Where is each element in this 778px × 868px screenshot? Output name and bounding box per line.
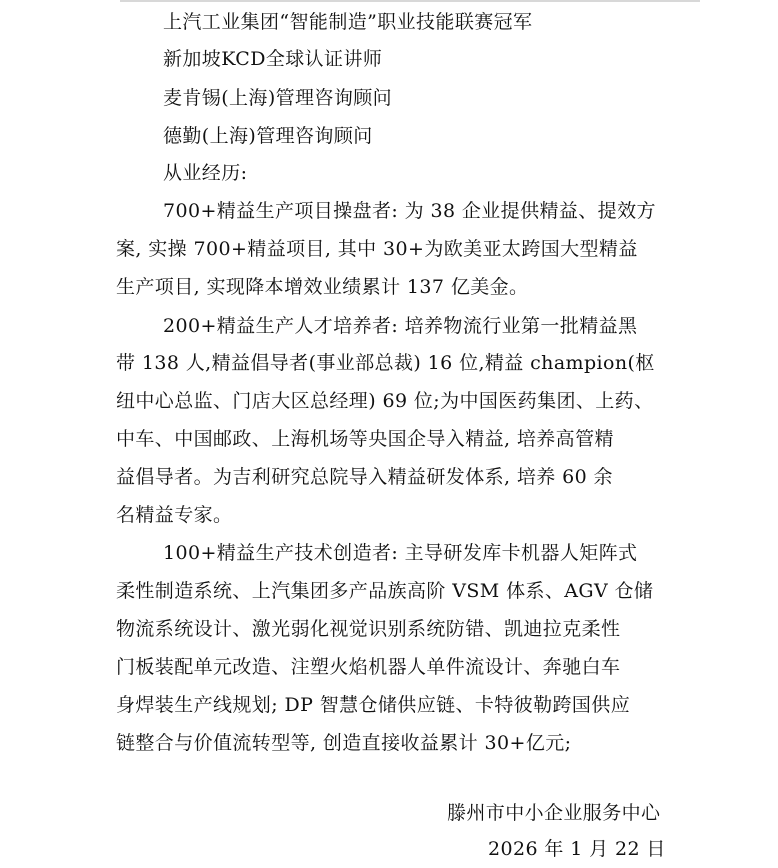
paragraph-line: 纽中心总监、门店大区总经理) 69 位;为中国医药集团、上药、 <box>116 390 654 412</box>
paragraph-line: 带 138 人,精益倡导者(事业部总裁) 16 位,精益 champion(枢 <box>116 352 655 374</box>
signature-date: 2026 年 1 月 22 日 <box>488 838 666 860</box>
paragraph-line: 门板装配单元改造、注塑火焰机器人单件流设计、奔驰白车 <box>116 656 621 678</box>
paragraph-line: 生产项目, 实现降本增效业绩累计 137 亿美金。 <box>116 276 529 298</box>
paragraph-line: 案, 实操 700+精益项目, 其中 30+为欧美亚太跨国大型精益 <box>116 238 638 260</box>
paragraph-line: 身焊装生产线规划; DP 智慧仓储供应链、卡特彼勒跨国供应 <box>116 694 631 716</box>
credential-line: 德勤(上海)管理咨询顾问 <box>163 125 373 147</box>
paragraph-line: 链整合与价值流转型等, 创造直接收益累计 30+亿元; <box>116 732 572 754</box>
signature-organization: 滕州市中小企业服务中心 <box>447 802 661 824</box>
paragraph-line: 益倡导者。为吉利研究总院导入精益研发体系, 培养 60 余 <box>116 466 613 488</box>
paragraph-line: 700+精益生产项目操盘者: 为 38 企业提供精益、提效方 <box>163 200 656 222</box>
paragraph-line: 中车、中国邮政、上海机场等央国企导入精益, 培养高管精 <box>116 428 614 450</box>
paragraph-line: 物流系统设计、激光弱化视觉识别系统防错、凯迪拉克柔性 <box>116 618 621 640</box>
paragraph-line: 100+精益生产技术创造者: 主导研发库卡机器人矩阵式 <box>163 542 638 564</box>
paragraph-line: 200+精益生产人才培养者: 培养物流行业第一批精益黑 <box>163 315 638 337</box>
paragraph-line: 柔性制造系统、上汽集团多产品族高阶 VSM 体系、AGV 仓储 <box>116 580 654 602</box>
experience-heading: 从业经历: <box>163 162 248 184</box>
credential-line: 新加坡KCD全球认证讲师 <box>163 48 383 70</box>
paragraph-line: 名精益专家。 <box>116 504 233 526</box>
credential-line: 上汽工业集团“智能制造”职业技能联赛冠军 <box>163 11 533 33</box>
credential-line: 麦肯锡(上海)管理咨询顾问 <box>163 87 393 109</box>
